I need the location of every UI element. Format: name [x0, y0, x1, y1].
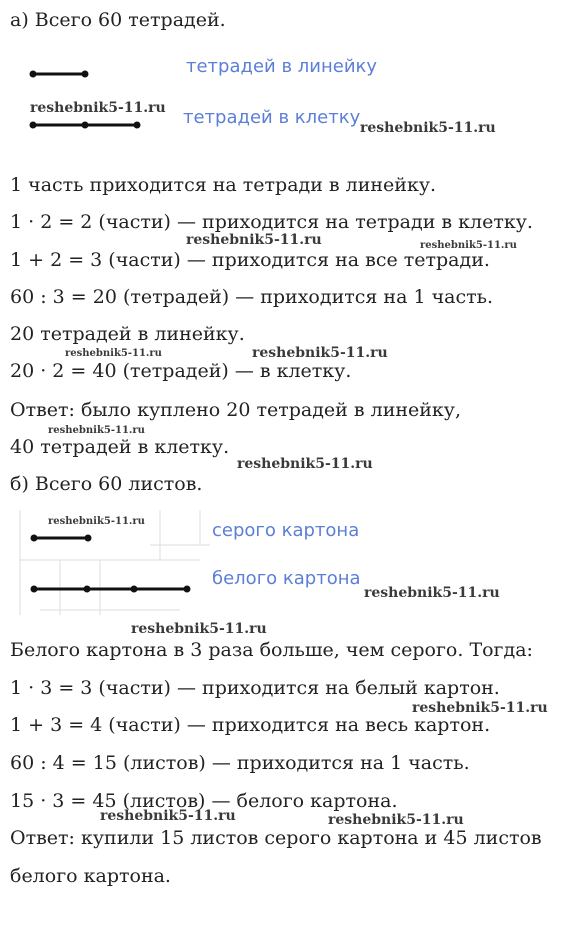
- solution-a-line-6: 20 · 2 = 40 (тетрадей) — в клетку.: [10, 360, 352, 382]
- answer-a-line-2: 40 тетрадей в клетку.: [10, 436, 230, 458]
- label-white: белого картона: [212, 568, 361, 589]
- solution-a-line-3: 1 + 2 = 3 (части) — приходится на все тетради.: [10, 249, 490, 271]
- solution-b-line-5: 15 · 3 = 45 (листов) — белого картона.: [10, 790, 398, 812]
- label-lined: тетрадей в линейку: [186, 56, 378, 77]
- solution-b-line-1: Белого картона в 3 раза больше, чем серого. Тогда:: [10, 639, 533, 661]
- watermark: reshebnik5-11.ru: [30, 100, 166, 116]
- watermark: reshebnik5-11.ru: [100, 808, 236, 824]
- watermark: reshebnik5-11.ru: [328, 812, 464, 828]
- solution-a-line-2: 1 · 2 = 2 (части) — приходится на тетради в клетку.: [10, 211, 533, 233]
- solution-b-line-3: 1 + 3 = 4 (части) — приходится на весь картон.: [10, 714, 491, 736]
- watermark: reshebnik5-11.ru: [131, 621, 267, 637]
- watermark: reshebnik5-11.ru: [237, 456, 373, 472]
- watermark: reshebnik5-11.ru: [364, 585, 500, 601]
- watermark: reshebnik5-11.ru: [412, 700, 548, 716]
- watermark: reshebnik5-11.ru: [186, 232, 322, 248]
- watermark: reshebnik5-11.ru: [360, 120, 496, 136]
- watermark: reshebnik5-11.ru: [48, 425, 145, 436]
- segment-gray: [31, 535, 92, 542]
- watermark: reshebnik5-11.ru: [48, 516, 145, 527]
- segment-white: [31, 586, 191, 593]
- part-b-heading: б) Всего 60 листов.: [10, 473, 203, 495]
- part-a-heading: а) Всего 60 тетрадей.: [10, 9, 226, 31]
- answer-b-line-1: Ответ: купили 15 листов серого картона и 45 листов: [10, 827, 542, 849]
- watermark: reshebnik5-11.ru: [65, 348, 162, 359]
- solution-a-line-5: 20 тетрадей в линейку.: [10, 323, 245, 345]
- solution-b-line-4: 60 : 4 = 15 (листов) — приходится на 1 часть.: [10, 752, 470, 774]
- answer-a-line-1: Ответ: было куплено 20 тетрадей в линейку,: [10, 399, 462, 421]
- solution-a-line-4: 60 : 3 = 20 (тетрадей) — приходится на 1 часть.: [10, 286, 493, 308]
- watermark: reshebnik5-11.ru: [252, 345, 388, 361]
- label-squared: тетрадей в клетку: [183, 107, 361, 128]
- answer-b-line-2: белого картона.: [10, 865, 171, 887]
- watermark: reshebnik5-11.ru: [420, 240, 517, 251]
- label-gray: серого картона: [212, 520, 360, 541]
- solution-a-line-1: 1 часть приходится на тетради в линейку.: [10, 174, 437, 196]
- solution-b-line-2: 1 · 3 = 3 (части) — приходится на белый картон.: [10, 677, 500, 699]
